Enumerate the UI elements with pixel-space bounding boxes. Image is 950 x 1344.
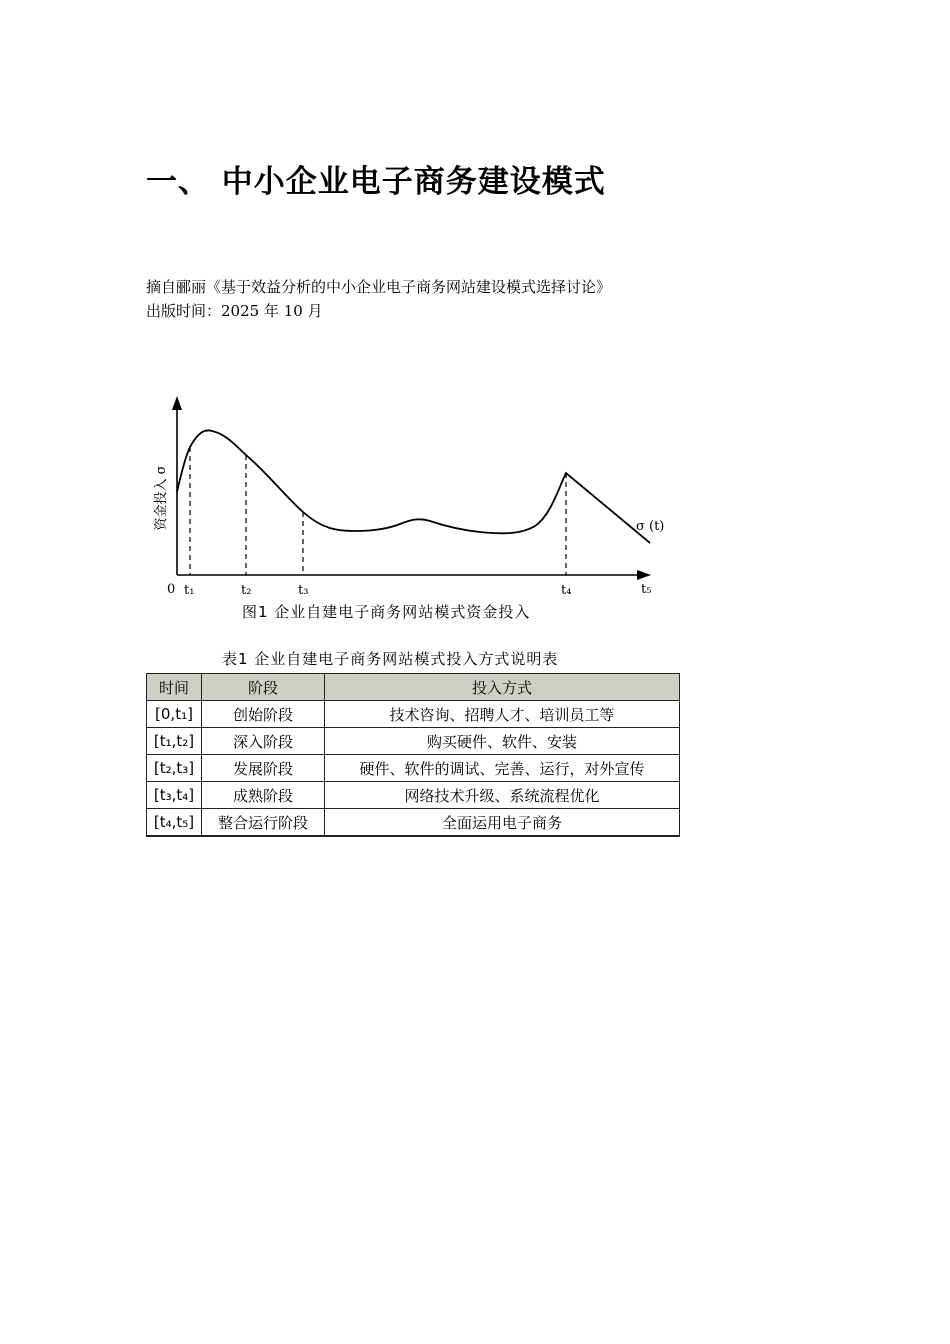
cell-method: 全面运用电子商务 <box>325 809 680 837</box>
cell-stage: 发展阶段 <box>202 755 325 782</box>
cell-time: [t₂,t₃] <box>147 755 202 782</box>
cell-method: 硬件、软件的调试、完善、运行，对外宣传 <box>325 755 680 782</box>
curve-label: σ (t) <box>636 519 665 534</box>
investment-curve <box>177 430 650 543</box>
cell-time: [t₃,t₄] <box>147 782 202 809</box>
table-row <box>147 728 680 755</box>
x-axis-arrow <box>637 570 651 580</box>
investment-curve-figure <box>0 0 950 640</box>
tick-t1: t₁ <box>184 583 195 598</box>
y-axis-label: 资金投入 σ <box>154 465 169 531</box>
tick-t3: t₃ <box>298 583 309 598</box>
y-axis-arrow <box>172 396 182 410</box>
cell-method: 购买硬件、软件、安装 <box>325 728 680 755</box>
table-row <box>147 755 680 782</box>
header-time: 时间 <box>147 674 202 701</box>
section-heading: 一、 中小企业电子商务建设模式 <box>146 164 606 200</box>
cell-time: [t₄,t₅] <box>147 809 202 837</box>
tick-t2: t₂ <box>241 583 252 598</box>
tick-t4: t₄ <box>561 583 572 598</box>
cell-stage: 创始阶段 <box>202 701 325 728</box>
origin-label: 0 <box>167 582 176 597</box>
cell-method: 技术咨询、招聘人才、培训员工等 <box>325 701 680 728</box>
figure-caption: 图1 企业自建电子商务网站模式资金投入 <box>242 603 531 621</box>
header-stage: 阶段 <box>202 674 325 701</box>
cell-stage: 成熟阶段 <box>202 782 325 809</box>
tick-t5: t₅ <box>641 582 652 597</box>
source-citation: 摘自郦丽《基于效益分析的中小企业电子商务网站建设模式选择讨论》 <box>146 278 612 296</box>
table-row <box>147 701 680 728</box>
investment-table <box>146 673 680 837</box>
publication-date: 出版时间：2025 年 10 月 <box>146 302 323 320</box>
table-caption: 表1 企业自建电子商务网站模式投入方式说明表 <box>222 650 559 668</box>
cell-time: [0,t₁] <box>147 701 202 728</box>
cell-stage: 整合运行阶段 <box>202 809 325 837</box>
table-row <box>147 782 680 809</box>
header-method: 投入方式 <box>325 674 680 701</box>
cell-time: [t₁,t₂] <box>147 728 202 755</box>
cell-method: 网络技术升级、系统流程优化 <box>325 782 680 809</box>
table-header-row <box>147 674 680 701</box>
table-row <box>147 809 680 837</box>
cell-stage: 深入阶段 <box>202 728 325 755</box>
